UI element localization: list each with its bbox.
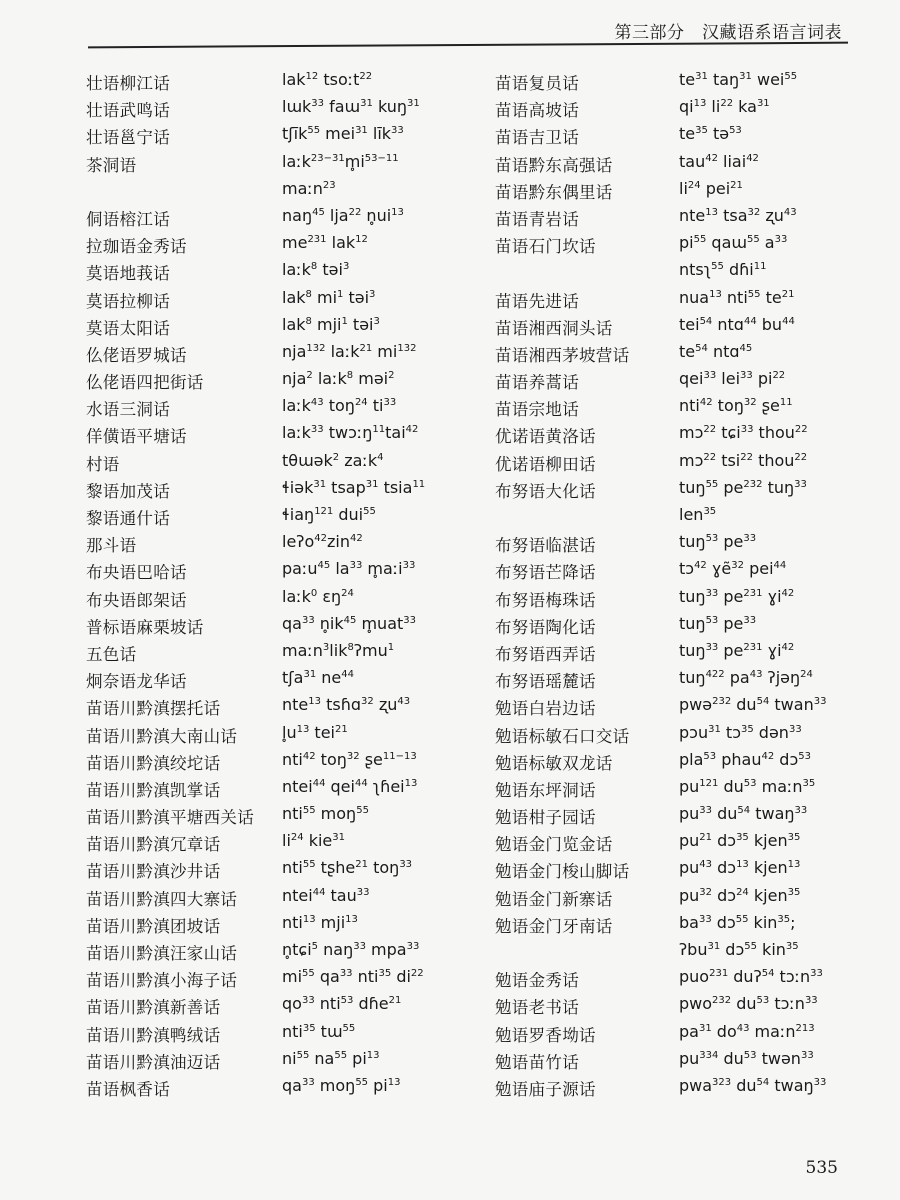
- language-name: 布努语西弄话: [495, 644, 596, 664]
- phonetic-form: $ba^{33}$ dɔ$^{55}$ kin$^{35}$;: [679, 912, 796, 932]
- language-name: 苗语川黔滇新善话: [86, 998, 221, 1018]
- phonetic-form: naŋ$^{45}$ lja$^{22}$ $n̥ui^{13}$: [282, 205, 404, 225]
- phonetic-form: lak$^8$ mji$^1$ təi$^3$: [282, 314, 380, 334]
- phonetic-form: $te^{31}$ taŋ$^{31}$ wei$^{55}$: [679, 70, 798, 89]
- phonetic-form: ntei$^{44}$ tau$^{33}$: [282, 885, 370, 905]
- language-name: 苗语青岩话: [495, 209, 579, 229]
- phonetic-form: $li^{24}$ pei$^{21}$: [679, 178, 743, 198]
- phonetic-form: qei$^{33}$ lei$^{33}$ $pi^{22}$: [679, 369, 786, 389]
- language-name: 壮语邕宁话: [86, 128, 170, 148]
- phonetic-form: pla$^{53}$ phau$^{42}$ dɔ$^{53}$: [679, 749, 811, 769]
- language-name: 苗语川黔滇摆托话: [86, 699, 221, 719]
- phonetic-form: tuŋ$^{53}$ $pe^{33}$: [679, 532, 757, 552]
- language-name: 布努语陶化话: [495, 617, 596, 637]
- phonetic-form: $pu^{33}$ $du^{54}$ twaŋ$^{33}$: [679, 804, 808, 824]
- phonetic-form: ɬiək$^{31}$ tsap$^{31}$ tsia$^{11}$: [282, 477, 426, 497]
- language-name: 苗语川黔滇鸭绒话: [86, 1025, 221, 1045]
- phonetic-form: lɯk$^{33}$ faɯ$^{31}$ kuŋ$^{31}$: [282, 97, 420, 117]
- language-name: 苗语川黔滇凯掌话: [86, 780, 221, 800]
- language-name: 勉语标敏石口交话: [495, 726, 630, 746]
- language-name: 布央语巴哈话: [86, 563, 187, 583]
- phonetic-form: $ni^{55}$ $na^{55}$ $pi^{13}$: [282, 1048, 380, 1068]
- language-name: 黎语通什话: [86, 509, 170, 528]
- language-name: 布央语郎架话: [86, 590, 187, 610]
- language-name: 苗语枫香话: [86, 1079, 170, 1099]
- language-name: 佯僙语平塘话: [86, 427, 187, 447]
- language-name: 苗语川黔滇小海子话: [86, 971, 238, 991]
- phonetic-form: tʃa$^{31}$ $ne^{44}$: [282, 668, 354, 688]
- phonetic-form: tuŋ$^{33}$ $pe^{231}$ ɣi$^{42}$: [679, 586, 795, 606]
- language-name: 壮语柳江话: [86, 74, 170, 93]
- phonetic-form: nte$^{13}$ tsa$^{32}$ ʐu$^{43}$: [679, 205, 797, 225]
- language-name: 苗语川黔滇冗章话: [86, 835, 221, 855]
- language-name: 勉语柑子园话: [495, 808, 596, 828]
- phonetic-form: $l̥u^{13}$ tei$^{21}$: [282, 722, 348, 742]
- phonetic-form: pwə$^{232}$ $du^{54}$ twan$^{33}$: [679, 695, 827, 715]
- language-name: 拉珈语金秀话: [86, 237, 187, 257]
- language-name: 苗语石门坎话: [495, 237, 596, 257]
- language-name: 勉语罗香坳话: [495, 1025, 596, 1045]
- language-name: 优诺语柳田话: [495, 454, 596, 474]
- running-header-title: 第三部分 汉藏语系语言词表: [614, 23, 842, 43]
- phonetic-form: $pu^{21}$ dɔ$^{35}$ kjen$^{35}$: [679, 831, 801, 851]
- phonetic-form: $qa^{33}$ $n̥ik^{45}$ m̥uat$^{33}$: [282, 613, 416, 633]
- phonetic-form: n̥tɕi$^5$ naŋ$^{33}$ mpa$^{33}$: [282, 940, 420, 959]
- phonetic-form: maːn$^{23}$: [282, 178, 336, 198]
- language-name: 仫佬语四把街话: [86, 373, 204, 393]
- language-name: 莫语地莪话: [86, 264, 170, 284]
- phonetic-form: laːk$^0$ ɛŋ$^{24}$: [282, 586, 354, 606]
- phonetic-form: $pi^{55}$ qaɯ$^{55}$ $a^{33}$: [679, 233, 788, 253]
- phonetic-form: ɬiaŋ$^{121}$ dui$^{55}$: [282, 505, 376, 524]
- phonetic-form: $qi^{13}$ $li^{22}$ $ka^{31}$: [679, 97, 770, 117]
- header-rule: [88, 42, 848, 49]
- language-name: 苗语川黔滇团坡话: [86, 916, 221, 936]
- phonetic-form: lak$^{12}$ tsoːt$^{22}$: [282, 70, 373, 89]
- phonetic-form: leʔo$^{42}$zin$^{42}$: [282, 532, 363, 552]
- language-name: 勉语苗竹话: [495, 1052, 579, 1072]
- language-name: 莫语太阳话: [86, 318, 170, 338]
- phonetic-form: laːk$^8$ təi$^3$: [282, 260, 350, 280]
- phonetic-form: nti$^{42}$ toŋ$^{32}$ ʂe$^{11-13}$: [282, 749, 417, 769]
- phonetic-form: laːk$^{33}$ twɔːŋ$^{11}$tai$^{42}$: [282, 423, 419, 443]
- page-header: [0, 0, 900, 60]
- phonetic-form: $te^{35}$ tə$^{53}$: [679, 124, 742, 144]
- phonetic-form: $mi^{55}$ $qa^{33}$ nti$^{35}$ $di^{22}$: [282, 967, 424, 987]
- language-name: 苗语川黔滇绞坨话: [86, 753, 221, 773]
- phonetic-form: $pu^{43}$ dɔ$^{13}$ kjen$^{13}$: [679, 858, 801, 878]
- phonetic-form: $pu^{121}$ $du^{53}$ maːn$^{35}$: [679, 776, 816, 796]
- phonetic-form: puo$^{231}$ duʔ$^{54}$ tɔːn$^{33}$: [679, 967, 823, 987]
- phonetic-form: tʃīk$^{55}$ mei$^{31}$ līk$^{33}$: [282, 124, 404, 144]
- language-name: 五色话: [86, 644, 137, 664]
- language-name: 勉语白岩边话: [495, 699, 596, 719]
- language-name: 勉语金门牙南话: [495, 916, 613, 936]
- language-name: 那斗语: [86, 536, 137, 556]
- language-name: 壮语武鸣话: [86, 101, 170, 121]
- phonetic-form: ʔbu$^{31}$ dɔ$^{55}$ kin$^{35}$: [679, 940, 799, 959]
- phonetic-form: pɔu$^{31}$ tɔ$^{35}$ dən$^{33}$: [679, 722, 802, 742]
- language-name: 勉语标敏双龙话: [495, 753, 613, 773]
- phonetic-form: nti$^{42}$ toŋ$^{32}$ ʂe$^{11}$: [679, 396, 793, 416]
- language-name: 勉语金门览金话: [495, 835, 613, 855]
- phonetic-form: $laːk^{23-31}m̥i^{53-11}$: [282, 151, 399, 171]
- language-name: 苗语宗地话: [495, 400, 579, 420]
- phonetic-form: tuŋ$^{33}$ $pe^{231}$ ɣi$^{42}$: [679, 640, 795, 660]
- phonetic-form: nti$^{35}$ tɯ$^{55}$: [282, 1021, 356, 1041]
- phonetic-form: tuŋ$^{55}$ $pe^{232}$ tuŋ$^{33}$: [679, 477, 807, 497]
- language-name: 村语: [86, 454, 120, 474]
- language-name: 侗语榕江话: [86, 209, 170, 229]
- phonetic-form: tau$^{42}$ liai$^{42}$: [679, 151, 759, 171]
- phonetic-form: $qa^{33}$ moŋ$^{55}$ $pi^{13}$: [282, 1075, 401, 1095]
- language-name: 苗语川黔滇汪家山话: [86, 944, 238, 963]
- language-name: 水语三洞话: [86, 400, 170, 420]
- language-name: 仫佬语罗城话: [86, 345, 187, 365]
- language-name: 黎语加茂话: [86, 481, 170, 501]
- language-name: 炯奈语龙华话: [86, 672, 187, 692]
- language-name: 优诺语黄洛话: [495, 427, 596, 447]
- language-name: 苗语川黔滇沙井话: [86, 862, 221, 882]
- phonetic-form: maːn$^3$lik$^8$ʔmu$^1$: [282, 640, 395, 660]
- language-name: 勉语金秀话: [495, 971, 579, 991]
- phonetic-form: $pa^{31}$ $do^{43}$ maːn$^{213}$: [679, 1021, 815, 1041]
- phonetic-form: nti$^{13}$ mji$^{13}$: [282, 912, 358, 932]
- phonetic-form: nti$^{55}$ moŋ$^{55}$: [282, 804, 369, 824]
- phonetic-form: ntsʅ$^{55}$ dɦi$^{11}$: [679, 260, 767, 280]
- phonetic-form: paːu$^{45}$ $la^{33}$ m̥aːi$^{33}$: [282, 559, 416, 579]
- phonetic-form: ntei$^{44}$ qei$^{44}$ ʅɦei$^{13}$: [282, 776, 418, 796]
- language-name: 苗语湘西茅坡营话: [495, 345, 630, 365]
- phonetic-form: nja$^2$ laːk$^8$ məi$^2$: [282, 369, 395, 389]
- language-name: 苗语黔东高强话: [495, 155, 613, 175]
- phonetic-form: pwo$^{232}$ $du^{53}$ tɔːn$^{33}$: [679, 994, 818, 1014]
- language-name: 勉语东坪洞话: [495, 780, 596, 800]
- language-name: 布努语临湛话: [495, 536, 596, 556]
- language-name: 苗语复员话: [495, 74, 579, 93]
- language-name: 布努语梅珠话: [495, 590, 596, 610]
- language-name: 苗语黔东偶里话: [495, 182, 613, 202]
- phonetic-form: laːk$^{43}$ toŋ$^{24}$ $ti^{33}$: [282, 396, 397, 416]
- language-name: 苗语先进话: [495, 291, 579, 311]
- language-name: 布努语瑶麓话: [495, 672, 596, 692]
- language-name: 苗语高坡话: [495, 101, 579, 121]
- phonetic-form: tɔ$^{42}$ ɣẽ$^{32}$ pei$^{44}$: [679, 559, 787, 579]
- phonetic-form: tθɯək$^2$ zaːk$^4$: [282, 450, 384, 470]
- language-name: 苗语川黔滇油迈话: [86, 1052, 221, 1072]
- language-name: 布努语大化话: [495, 481, 596, 501]
- phonetic-form: tuŋ$^{422}$ $pa^{43}$ ʔjəŋ$^{24}$: [679, 668, 813, 688]
- phonetic-form: nte$^{13}$ tsɦɑ$^{32}$ ʐu$^{43}$: [282, 695, 411, 715]
- language-name: 莫语拉柳话: [86, 291, 170, 311]
- phonetic-form: tei$^{54}$ ntɑ$^{44}$ $bu^{44}$: [679, 314, 795, 334]
- language-name: 苗语湘西洞头话: [495, 318, 613, 338]
- phonetic-form: nti$^{55}$ tʂhe$^{21}$ toŋ$^{33}$: [282, 858, 413, 878]
- language-name: 苗语川黔滇四大寨话: [86, 889, 238, 909]
- language-name: 勉语老书话: [495, 998, 579, 1018]
- phonetic-form: lak$^8$ $mi^1$ təi$^3$: [282, 287, 376, 307]
- language-name: 苗语养蒿话: [495, 373, 579, 393]
- language-name: 苗语川黔滇平塘西关话: [86, 808, 254, 828]
- phonetic-form: pwa$^{323}$ $du^{54}$ twaŋ$^{33}$: [679, 1075, 827, 1095]
- phonetic-form: mɔ$^{22}$ tsi$^{22}$ thou$^{22}$: [679, 450, 808, 470]
- phonetic-form: $qo^{33}$ nti$^{53}$ dɦe$^{21}$: [282, 994, 402, 1014]
- phonetic-form: nua$^{13}$ nti$^{55}$ $te^{21}$: [679, 287, 795, 307]
- page-number: 535: [805, 1158, 838, 1178]
- phonetic-form: $me^{231}$ lak$^{12}$: [282, 233, 368, 253]
- phonetic-form: len$^{35}$: [679, 505, 717, 524]
- language-name: 苗语川黔滇大南山话: [86, 726, 238, 746]
- language-name: 普标语麻栗坡话: [86, 617, 204, 637]
- language-name: 勉语金门梭山脚话: [495, 862, 630, 882]
- phonetic-form: nja$^{132}$ laːk$^{21}$ $mi^{132}$: [282, 341, 417, 361]
- phonetic-form: tuŋ$^{53}$ $pe^{33}$: [679, 613, 757, 633]
- language-name: 苗语吉卫话: [495, 128, 579, 148]
- phonetic-form: $li^{24}$ kie$^{31}$: [282, 831, 345, 851]
- language-name: 茶洞语: [86, 155, 137, 175]
- language-name: 勉语庙子源话: [495, 1079, 596, 1099]
- language-name: 布努语芒降话: [495, 563, 596, 583]
- language-name: 勉语金门新寨话: [495, 889, 613, 909]
- phonetic-form: mɔ$^{22}$ tɕi$^{33}$ thou$^{22}$: [679, 423, 808, 443]
- phonetic-form: $te^{54}$ ntɑ$^{45}$: [679, 341, 753, 361]
- phonetic-form: $pu^{334}$ $du^{53}$ twən$^{33}$: [679, 1048, 814, 1068]
- phonetic-form: $pu^{32}$ dɔ$^{24}$ kjen$^{35}$: [679, 885, 801, 905]
